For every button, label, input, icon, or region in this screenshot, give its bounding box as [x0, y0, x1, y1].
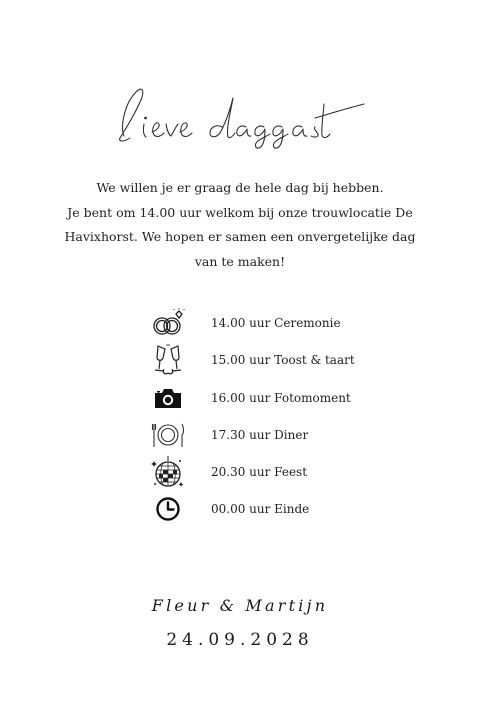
clock-icon	[150, 493, 186, 525]
wedding-date: 24.09.2028	[166, 630, 314, 650]
day-program	[150, 307, 390, 531]
program-item	[150, 344, 390, 381]
program-item	[150, 307, 390, 344]
intro-line: Havixhorst. We hopen er samen een onvergetelijke dag	[64, 229, 416, 244]
dinner-plate-icon	[150, 419, 186, 451]
intro-line: van te maken!	[194, 253, 286, 269]
champagne-toast-icon	[150, 344, 186, 376]
program-text: 14.00 uur Ceremonie	[211, 316, 341, 330]
intro-line: We willen je er graag de hele dag bij hebben.	[96, 180, 384, 195]
intro-line: Je bent om 14.00 uur welkom bij onze trouwlocatie De	[67, 204, 413, 220]
couple-names: Fleur & Martijn	[151, 596, 329, 615]
program-text: 17.30 uur Diner	[211, 427, 309, 442]
program-text: 00.00 uur Einde	[211, 502, 310, 517]
camera-icon	[150, 382, 186, 414]
program-item	[150, 419, 390, 456]
script-title-drawing	[110, 80, 370, 150]
program-text: 20.30 uur Feest	[211, 465, 308, 480]
program-item	[150, 493, 390, 530]
program-item	[150, 456, 390, 493]
script-title	[0, 80, 480, 150]
disco-ball-icon	[150, 456, 186, 488]
program-text: 16.00 uur Fotomoment	[211, 390, 351, 405]
wedding-rings-icon	[150, 307, 186, 339]
intro-text	[60, 176, 420, 274]
program-item	[150, 382, 390, 419]
program-text: 15.00 uur Toost & taart	[211, 353, 355, 368]
